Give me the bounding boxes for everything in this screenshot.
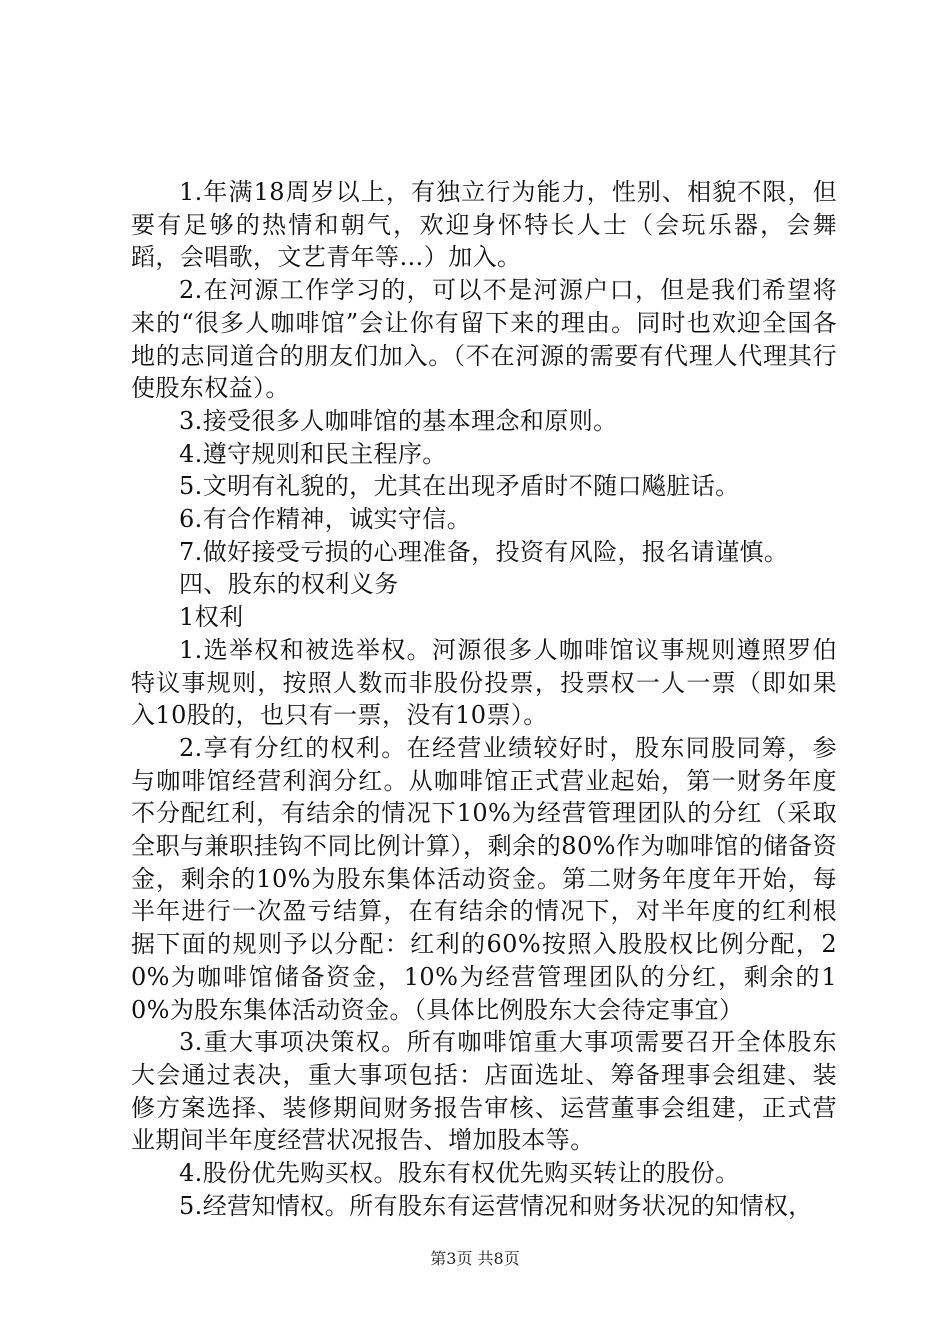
rights-item-3: 3.重大事项决策权。所有咖啡馆重大事项需要召开全体股东大会通过表决，重大事项包括：店面选址、筹备理事会组建、装修方案选择、装修期间财务报告审核、运营董事会组建，正式营业期间半年度经营状况报告、增加股本等。 — [131, 1028, 837, 1155]
document-body — [131, 176, 837, 1223]
paragraph-item-4: 4.遵守规则和民主程序。 — [179, 439, 447, 468]
paragraph-item-6: 6.有合作精神，诚实守信。 — [179, 505, 472, 534]
paragraph-item-7: 7.做好接受亏损的心理准备，投资有风险，报名请谨慎。 — [179, 537, 789, 566]
rights-item-5: 5.经营知情权。所有股东有运营情况和财务状况的知情权， — [179, 1191, 813, 1220]
paragraph-item-1: 1.年满18周岁以上，有独立行为能力，性别、相貌不限，但要有足够的热情和朝气，欢迎身怀特长人士（会玩乐器，会舞蹈，会唱歌，文艺青年等…）加入。 — [131, 178, 837, 272]
section-heading: 四、股东的权利义务 — [179, 570, 399, 599]
page-number-footer: 第3页 共8页 — [430, 1249, 520, 1268]
paragraph-item-2: 2.在河源工作学习的，可以不是河源户口，但是我们希望将来的“很多人咖啡馆”会让你有留下来的理由。同时也欢迎全国各地的志同道合的朋友们加入。（不在河源的需要有代理人代理其行使股东权益）。 — [131, 276, 837, 403]
rights-item-2: 2.享有分红的权利。在经营业绩较好时，股东同股同筹，参与咖啡馆经营利润分红。从咖啡馆正式营业起始，第一财务年度不分配红利，有结余的情况下10%为经营管理团队的分红（采取全职与兼职挂钩不同比例计算），剩余的80%作为咖啡馆的储备资金，剩余的10%为股东集体活动资金。第二财务年度年开始，每半年进行一次盈亏结算，在有结余的情况下，对半年度的红利根据下面的规则予以分配：红利的60%按照入股股权比例分配，20%为咖啡馆储备资金，10%为经营管理团队的分红，剩余的10%为股东集体活动资金。（具体比例股东大会待定事宜） — [131, 733, 837, 1024]
paragraph-item-5: 5.文明有礼貌的，尤其在出现矛盾时不随口飚脏话。 — [179, 472, 740, 501]
paragraph-item-3: 3.接受很多人咖啡馆的基本理念和原则。 — [179, 406, 618, 435]
rights-item-4: 4.股份优先购买权。股东有权优先购买转让的股份。 — [179, 1159, 740, 1188]
subsection-heading: 1权利 — [179, 603, 244, 632]
rights-item-1: 1.选举权和被选举权。河源很多人咖啡馆议事规则遵照罗伯特议事规则，按照人数而非股份投票，投票权一人一票（即如果入10股的，也只有一票，没有10票）。 — [131, 635, 837, 730]
